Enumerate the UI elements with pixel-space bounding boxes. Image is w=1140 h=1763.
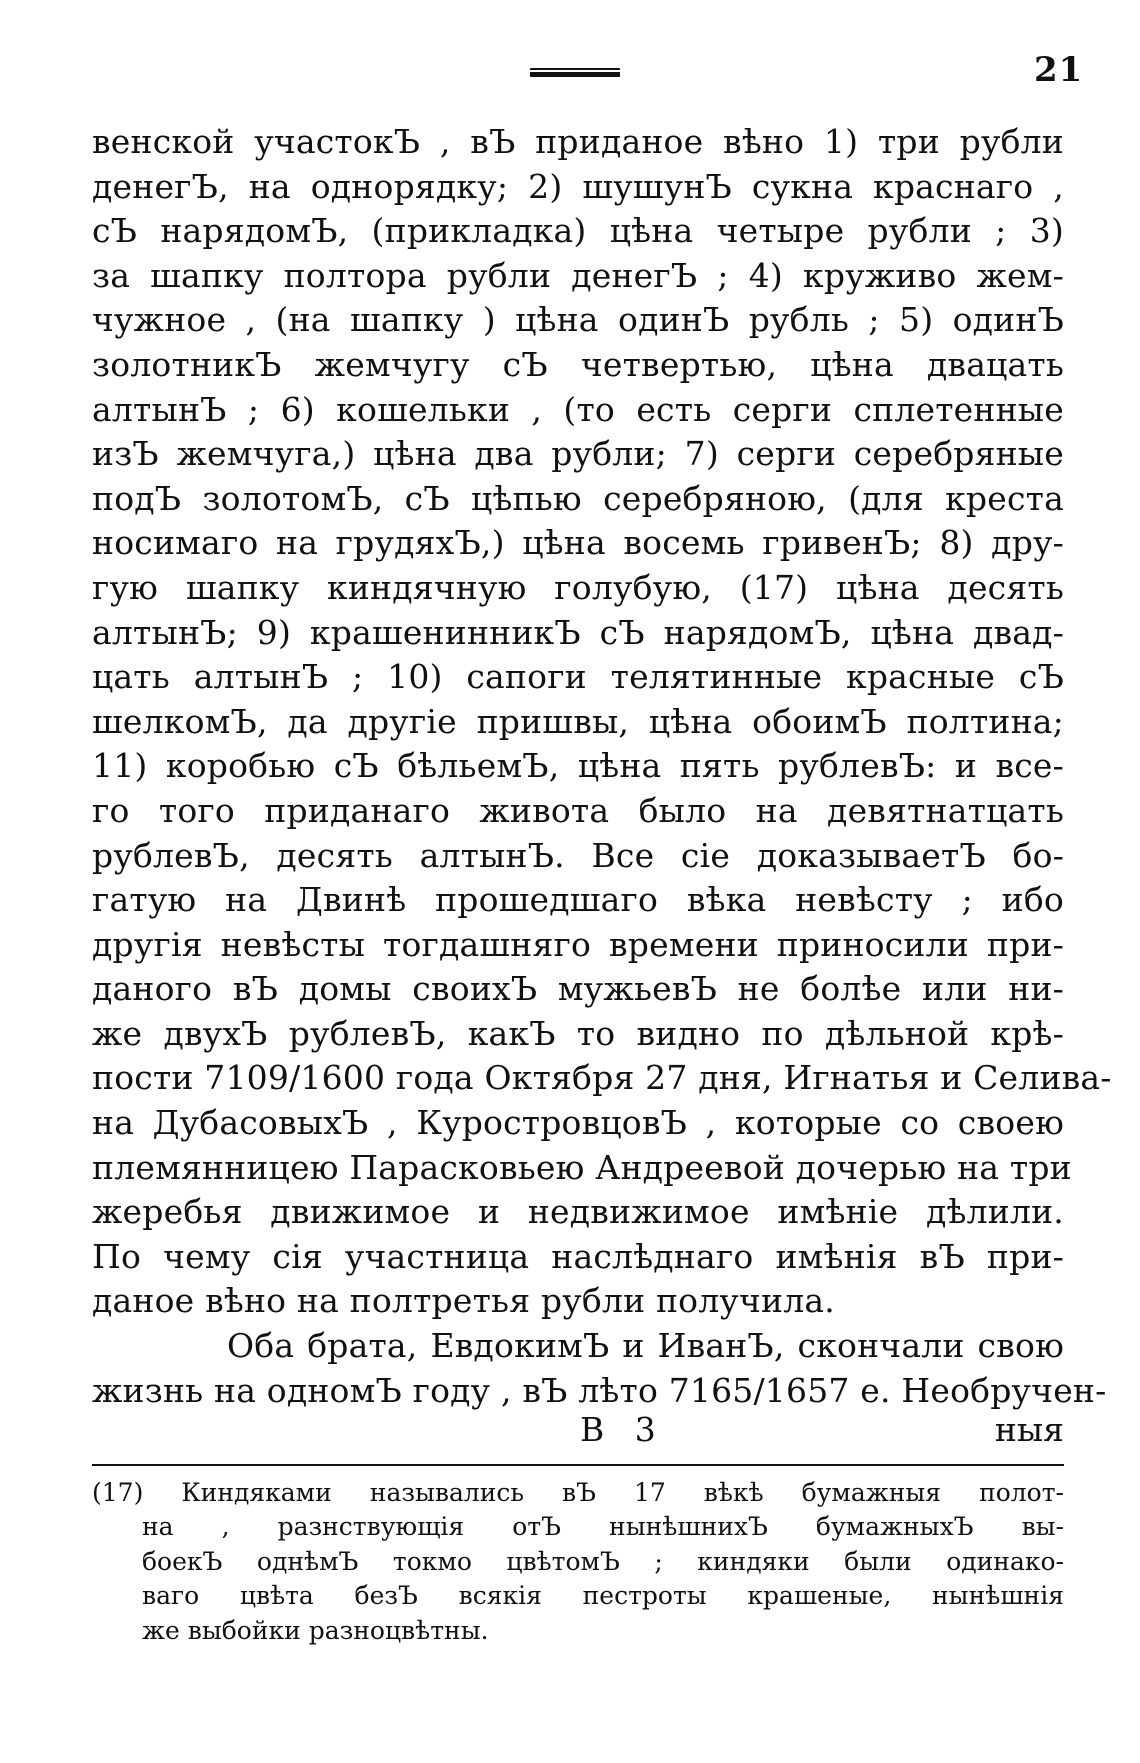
printer-signature: В 3 — [580, 1410, 666, 1449]
text-line: сЪ нарядомЪ, (прикладка) цѣна четыре рубли ; 3) — [92, 211, 1064, 251]
text-line: пости 7109/1600 года Октября 27 дня, Игнатья и Селива- — [92, 1058, 1112, 1098]
text-line: венской участокЪ , вЪ приданое вѣно 1) три рубли — [92, 122, 1064, 161]
text-line: подЪ золотомЪ, сЪ цѣпью серебряною, (для креста — [92, 478, 1064, 518]
text-line: гую шапку киндячную голубую, (17) цѣна десять — [92, 567, 1064, 607]
text-line: чужное , (на шапку ) цѣна одинЪ рубль ; 5) одинЪ — [92, 300, 1064, 340]
page-number: 21 — [1034, 50, 1084, 90]
text-line: носимаго на грудяхЪ,) цѣна восемь гривенЪ; 8) дру- — [92, 523, 1064, 563]
footnote-line: боекЪ однѣмЪ токмо цвѣтомЪ ; киндяки были одинако- — [142, 1546, 1064, 1576]
text-line: алтынЪ; 9) крашенинникЪ сЪ нарядомЪ, цѣна двад- — [92, 612, 1064, 652]
text-line: жизнь на одномЪ году , вЪ лѣто 7165/1657 е. Необручен- — [92, 1370, 1107, 1410]
text-line: на ДубасовыхЪ , КуростровцовЪ , которые со своею — [92, 1103, 1064, 1143]
text-line: племянницею Парасковьею Андреевой дочерью на три — [92, 1147, 1072, 1187]
text-line: шелкомЪ, да другіе пришвы, цѣна обоимЪ полтина; — [92, 701, 1064, 741]
text-line: 11) коробью сЪ бѣльемЪ, цѣна пять рублевЪ: и все- — [92, 746, 1064, 786]
header-ornament-rule — [530, 68, 620, 77]
text-line: алтынЪ ; 6) кошельки , (то есть серги сплетенные — [92, 389, 1064, 429]
footnote-line: на , разнствующія отЪ нынѣшнихЪ бумажныхЪ вы- — [142, 1512, 1064, 1542]
text-line: другія невѣсты тогдашняго времени приносили при- — [92, 924, 1064, 964]
text-line: гатую на Двинѣ прошедшаго вѣка невѣсту ; ибо — [92, 880, 1064, 920]
catchword: ныя — [994, 1410, 1064, 1449]
text-line: По чему сія участница наслѣднаго имѣнія вЪ при- — [92, 1236, 1064, 1276]
main-text-block — [92, 120, 1112, 1413]
text-line: денегЪ, на однорядку; 2) шушунЪ сукна краснаго , — [92, 166, 1064, 206]
text-line: даное вѣно на полтретья рубли получила. — [92, 1281, 835, 1321]
text-line: цать алтынЪ ; 10) сапоги телятинные красные сЪ — [92, 657, 1064, 697]
text-line: го того приданаго живота было на девятнатцать — [92, 790, 1064, 830]
footnote-line: ваго цвѣта безЪ всякія пестроты крашеные, нынѣшнія — [142, 1581, 1064, 1611]
footnote-divider — [92, 1464, 1064, 1466]
text-line: изЪ жемчуга,) цѣна два рубли; 7) серги серебряные — [92, 434, 1064, 474]
text-line: за шапку полтора рубли денегЪ ; 4) круживо жем- — [92, 255, 1064, 295]
text-line: же двухЪ рублевЪ, какЪ то видно по дѣльной крѣ- — [92, 1013, 1064, 1053]
footnote-line: (17) Киндяками назывались вЪ 17 вѣкѣ бумажныя полот- — [92, 1478, 1064, 1507]
text-line: жеребья движимое и недвижимое имѣніе дѣлили. — [92, 1192, 1064, 1232]
footnote-line: же выбойки разноцвѣтны. — [142, 1615, 489, 1645]
text-line: золотникЪ жемчугу сЪ четвертью, цѣна двацать — [92, 344, 1064, 384]
footnote-block — [92, 1476, 1064, 1648]
text-line: даного вЪ домы своихЪ мужьевЪ не болѣе или ни- — [92, 969, 1064, 1009]
text-line: Оба брата, ЕвдокимЪ и ИванЪ, скончали свою — [227, 1326, 1064, 1366]
signature-line — [92, 1408, 1064, 1452]
text-line: рублевЪ, десять алтынЪ. Все сіе доказываетЪ бо- — [92, 835, 1064, 875]
